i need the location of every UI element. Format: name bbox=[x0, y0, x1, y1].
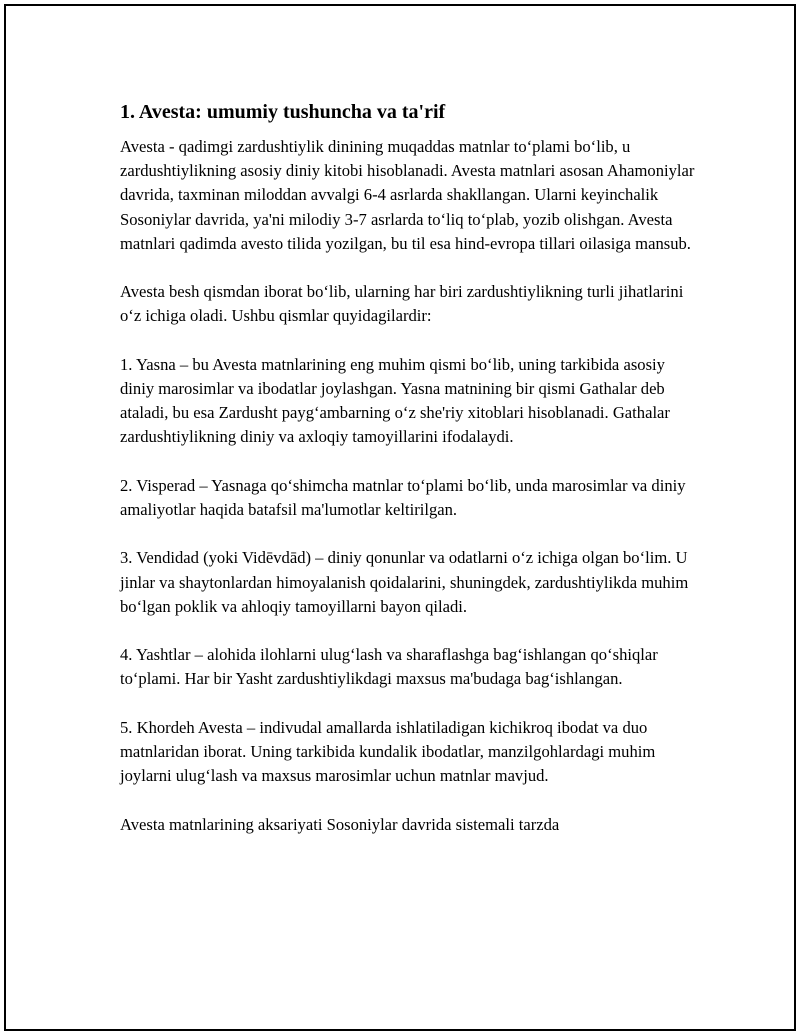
paragraph-parts-overview: Avesta besh qismdan iborat bo‘lib, ularning har biri zardushtiylikning turli jihatlarini o‘z ichiga oladi. Ushbu qismlar quyidagilardir: bbox=[120, 282, 684, 326]
paragraph-closing: Avesta matnlarining aksariyati Sosoniylar davrida sistemali tarzda bbox=[120, 814, 560, 834]
paragraph-intro: Avesta - qadimgi zardushtiylik dinining muqaddas matnlar to‘plami bo‘lib, u zardushtiylikning asosiy diniy kitobi hisoblanadi. Avesta matnlari asosan Ahamoniylar davrida, taxminan miloddan avvalgi 6-4 asrlarda shakllangan. Ularni keyinchalik Sosoniylar davrida, ya'ni milodiy 3-7 asrlarda to‘liq to‘plab, yozib olishgan. Avesta matnlari qadimda avesto tilida yozilgan, bu til esa hind-evropa tillari oilasiga mansub. bbox=[120, 137, 695, 253]
paragraph-khordeh-avesta: 5. Khordeh Avesta – indivudal amallarda ishlatiladigan kichikroq ibodat va duo matnlaridan iborat. Uning tarkibida kundalik ibodatlar, manzilgohlardagi muhim joylarni ulug‘lash va maxsus marosimlar uchun matnlar mavjud. bbox=[120, 717, 656, 786]
paragraph-yashtlar: 4. Yashtlar – alohida ilohlarni ulug‘lash va sharaflashga bag‘ishlangan qo‘shiqlar to‘plami. Har bir Yasht zardushtiylikdagi maxsus ma'budaga bag‘ishlangan. bbox=[120, 645, 658, 689]
paragraph-vendidad: 3. Vendidad (yoki Vidēvdād) – diniy qonunlar va odatlarni o‘z ichiga olgan bo‘lim. U jinlar va shaytonlardan himoyalanish qoidalarini, shuningdek, zardushtiylikda muhim bo‘lgan poklik va ahloqiy tamoyillarni bayon qiladi. bbox=[120, 548, 689, 616]
paragraph-yasna: 1. Yasna – bu Avesta matnlarining eng muhim qismi bo‘lib, uning tarkibida asosiy diniy marosimlar va ibodatlar joylashgan. Yasna matnining bir qismi Gathalar deb ataladi, bu esa Zardusht payg‘ambarning o‘z she'riy xitoblari hisoblanadi. Gathalar zardushtiylikning diniy va axloqiy tamoyillarini ifodalaydi. bbox=[120, 354, 670, 447]
paragraph-visperad: 2. Visperad – Yasnaga qo‘shimcha matnlar to‘plami bo‘lib, unda marosimlar va diniy amaliyotlar haqida batafsil ma'lumotlar keltirilgan. bbox=[120, 475, 686, 519]
section-heading: 1. Avesta: umumiy tushuncha va ta'rif bbox=[120, 101, 446, 123]
document-page bbox=[4, 4, 796, 1031]
document-body bbox=[120, 99, 700, 837]
